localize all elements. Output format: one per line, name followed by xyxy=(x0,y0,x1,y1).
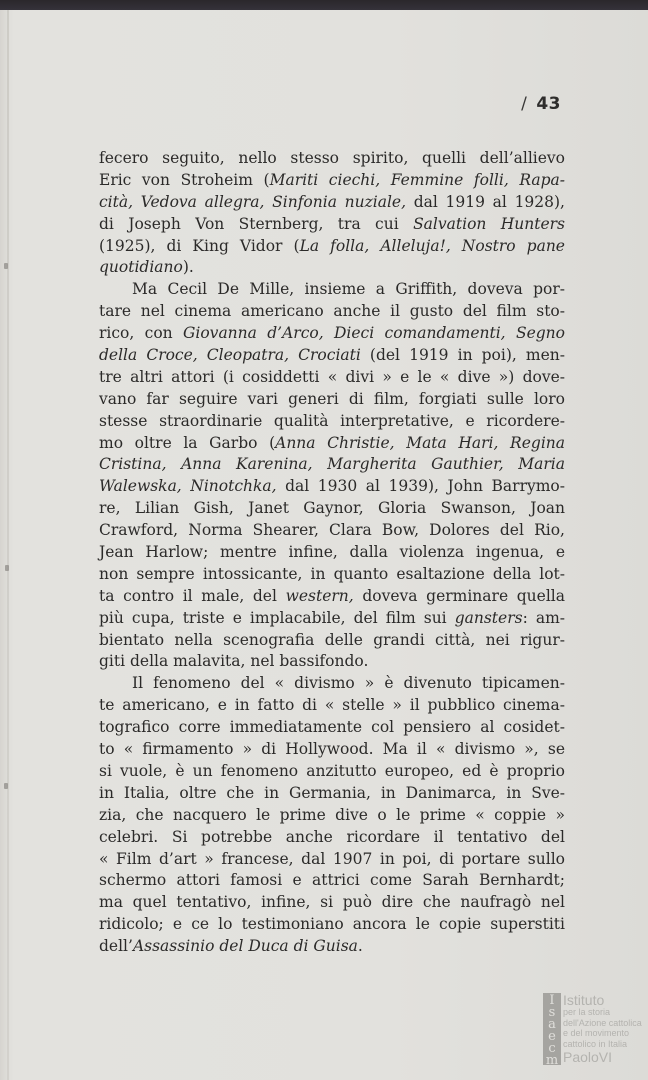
text-line xyxy=(99,761,565,783)
text-run: più cupa, triste e implacabile, del film sui xyxy=(99,608,455,627)
text-run: doveva germinare quella xyxy=(353,586,565,605)
logo-line: cattolico in Italia xyxy=(563,1038,628,1049)
text-line xyxy=(99,454,565,476)
italic-title: Mariti ciechi, Femmine folli, Rapa- xyxy=(269,170,565,189)
text-run: : am- xyxy=(522,608,566,627)
text-line xyxy=(99,148,565,170)
text-line xyxy=(99,345,565,367)
text-line xyxy=(99,433,565,455)
text-line xyxy=(99,236,565,258)
logo-line: per la storia xyxy=(563,1007,611,1017)
text-line xyxy=(99,301,565,323)
text-run: « Film d’art » francese, dal 1907 in poi, di portare sullo xyxy=(99,849,565,868)
text-line xyxy=(99,170,565,192)
italic-title: Walewska, Ninotchka, xyxy=(99,477,277,496)
text-line xyxy=(99,214,565,236)
text-run: Il fenomeno del « divismo » è divenuto tipicamen- xyxy=(132,674,565,693)
text-line xyxy=(99,192,565,214)
text-line xyxy=(99,849,565,871)
italic-title: quotidiano xyxy=(99,258,183,277)
text-run: mo oltre la Garbo ( xyxy=(99,433,276,452)
text-run: ridicolo; e ce lo testimoniano ancora le copie superstiti xyxy=(99,915,565,934)
binding-edge xyxy=(7,10,9,1080)
monogram-letter: I xyxy=(549,993,555,1008)
institute-watermark-logo xyxy=(543,992,643,1068)
monogram-letter: m xyxy=(545,1053,559,1068)
text-run: bientato nella scenografia delle grandi città, nei rigur- xyxy=(99,630,565,649)
text-run: si vuole, è un fenomeno anzitutto europeo, ed è proprio xyxy=(99,761,565,780)
italic-title: Anna Christie, Mata Hari, Regina xyxy=(275,433,566,452)
logo-title: Istituto xyxy=(563,992,605,1008)
text-run: tografico corre immediatamente col pensiero al cosidet- xyxy=(99,718,565,737)
text-run: stesse straordinarie qualità interpretative, e ricordere- xyxy=(99,411,565,430)
text-run: dal 1930 al 1939), John Barrymo- xyxy=(276,477,566,496)
text-run: Crawford, Norma Shearer, Clara Bow, Dolores del Rio, xyxy=(99,521,565,540)
text-run: dell’ xyxy=(99,937,133,956)
monogram-letter: a xyxy=(548,1017,556,1032)
logo-footer: PaoloVI xyxy=(563,1049,613,1065)
text-run: non sempre intossicante, in quanto esaltazione della lot- xyxy=(99,564,565,583)
text-line xyxy=(99,630,565,652)
paragraph xyxy=(99,673,565,958)
italic-title: della Croce, Cleopatra, Crociati xyxy=(99,346,361,365)
logo-line: e del movimento xyxy=(563,1028,630,1038)
text-line xyxy=(99,389,565,411)
text-run: vano far seguire vari generi di film, forgiati sulle loro xyxy=(99,389,565,408)
text-line xyxy=(99,476,565,498)
text-line xyxy=(99,783,565,805)
text-line xyxy=(99,586,565,608)
text-line xyxy=(99,651,565,673)
monogram-letter: e xyxy=(548,1029,556,1044)
text-line xyxy=(99,892,565,914)
text-run: te americano, e in fatto di « stelle » il pubblico cinema- xyxy=(99,696,565,715)
text-run: ma quel tentativo, infine, si può dire che naufragò nel xyxy=(99,893,565,912)
text-line xyxy=(99,739,565,761)
text-line xyxy=(99,827,565,849)
text-run: to « firmamento » di Hollywood. Ma il « divismo », se xyxy=(99,740,565,759)
text-line xyxy=(99,279,565,301)
text-run: tre altri attori (i cosiddetti « divi » e le « dive ») dove- xyxy=(99,367,565,386)
text-run: fecero seguito, nello stesso spirito, quelli dell’allievo xyxy=(99,149,565,167)
text-line xyxy=(99,673,565,695)
margin-speck xyxy=(4,783,8,789)
text-line xyxy=(99,914,565,936)
italic-title: gansters xyxy=(454,608,523,627)
text-run: tare nel cinema americano anche il gusto del film sto- xyxy=(99,302,565,321)
text-run: schermo attori famosi e attrici come Sarah Bernhardt; xyxy=(99,871,565,890)
text-run: (1925), di King Vidor ( xyxy=(99,236,300,255)
italic-title: Assassinio del Duca di Guisa xyxy=(132,937,358,956)
logo-line: dell'Azione cattolica xyxy=(563,1017,642,1028)
text-run: giti della malavita, nel bassifondo. xyxy=(99,652,369,671)
logo-text xyxy=(563,993,642,1064)
margin-speck xyxy=(4,263,8,269)
italic-title: Giovanna d’Arco, Dieci comandamenti, Segno xyxy=(183,324,565,343)
text-run: . xyxy=(357,937,363,956)
text-line xyxy=(99,564,565,586)
text-line xyxy=(99,695,565,717)
text-line xyxy=(99,498,565,520)
text-line xyxy=(99,936,565,958)
text-run: dal 1919 al 1928), xyxy=(406,192,565,211)
margin-speck xyxy=(5,565,9,571)
text-run: di Joseph Von Sternberg, tra cui xyxy=(99,214,414,233)
text-line xyxy=(99,323,565,345)
body-text xyxy=(99,148,565,958)
italic-title: Salvation Hunters xyxy=(413,214,565,233)
text-run: Eric von Stroheim ( xyxy=(99,170,270,189)
text-line xyxy=(99,608,565,630)
text-line xyxy=(99,805,565,827)
page-number-slash: / xyxy=(521,94,528,114)
italic-title: western, xyxy=(285,586,354,605)
text-line xyxy=(99,257,565,279)
text-run: Jean Harlow; mentre infine, dalla violenza ingenua, e xyxy=(99,543,565,562)
text-line xyxy=(99,411,565,433)
text-line xyxy=(99,542,565,564)
text-run: Ma Cecil De Mille, insieme a Griffith, doveva por- xyxy=(132,280,565,299)
text-run: in Italia, oltre che in Germania, in Danimarca, in Sve- xyxy=(99,783,565,802)
text-line xyxy=(99,367,565,389)
paragraph xyxy=(99,279,565,673)
text-line xyxy=(99,717,565,739)
page-number-value: 43 xyxy=(536,94,561,114)
paragraph xyxy=(99,148,565,279)
page-number xyxy=(521,94,561,114)
text-run: celebri. Si potrebbe anche ricordare il tentativo del xyxy=(99,827,565,846)
italic-title: Cristina, Anna Karenina, Margherita Gauthier, Maria xyxy=(99,455,565,474)
text-run: zia, che nacquero le prime dive o le prime « coppie » xyxy=(99,805,565,824)
monogram-letter: c xyxy=(548,1041,556,1056)
logo-monogram xyxy=(543,993,561,1068)
text-run: ). xyxy=(182,258,194,277)
text-line xyxy=(99,870,565,892)
text-run: rico, con xyxy=(99,324,184,343)
italic-title: La folla, Alleluja!, Nostro pane xyxy=(299,236,565,255)
monogram-letter: s xyxy=(548,1005,556,1020)
text-run: ta contro il male, del xyxy=(99,586,286,605)
scanner-top-edge xyxy=(0,0,648,10)
text-line xyxy=(99,520,565,542)
text-run: re, Lilian Gish, Janet Gaynor, Gloria Swanson, Joan xyxy=(99,499,565,518)
text-run: (del 1919 in poi), men- xyxy=(360,346,565,365)
italic-title: cità, Vedova allegra, Sinfonia nuziale, xyxy=(99,192,407,211)
